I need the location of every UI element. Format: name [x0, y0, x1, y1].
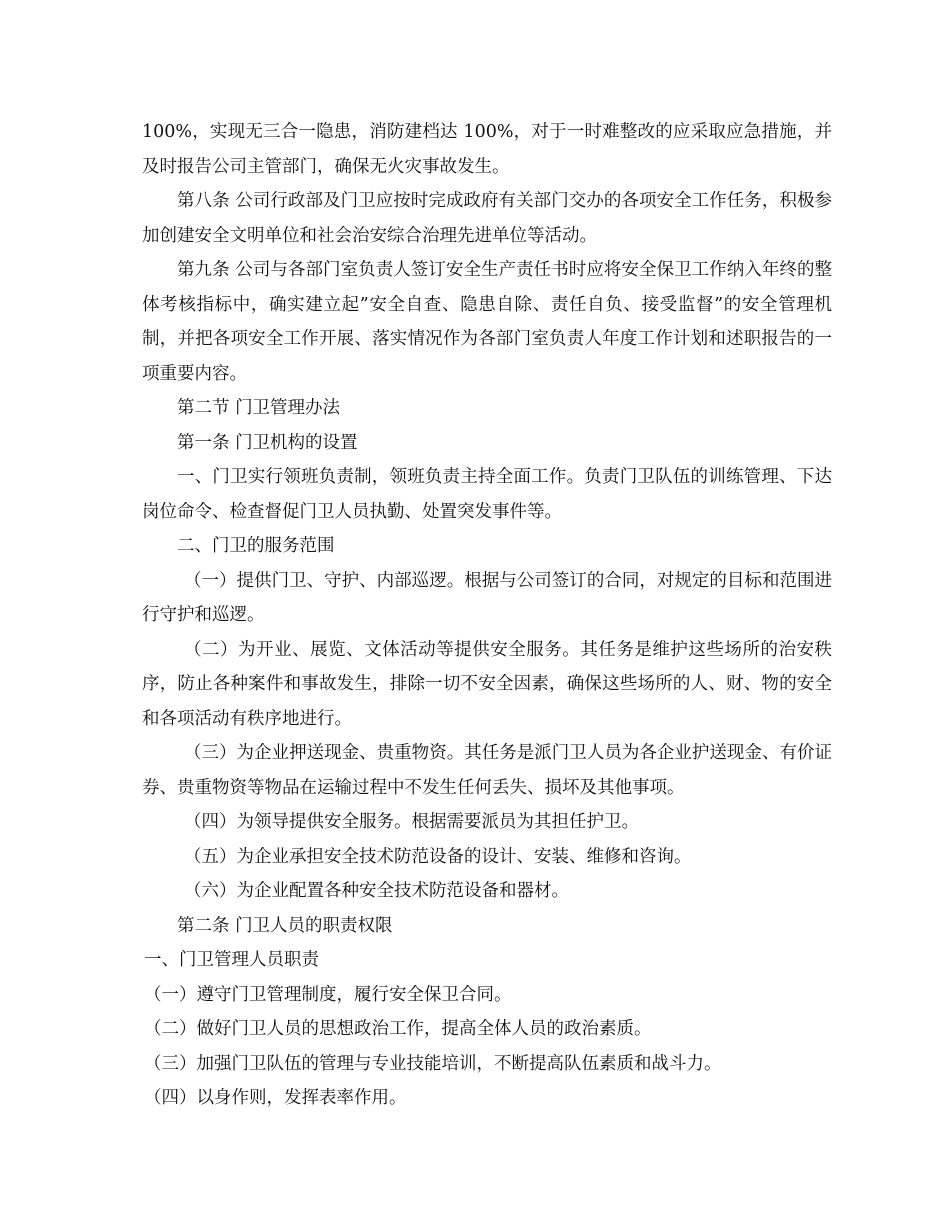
paragraph-article-9: 第九条 公司与各部门室负责人签订安全生产责任书时应将安全保卫工作纳入年终的整体考核指标中，确实建立起”安全自查、隐患自除、责任自负、接受监督”的安全管理机制，并把各项安全工作开展、落实情况作为各部门室负责人年度工作计划和述职报告的一项重要内容。 [142, 260, 832, 384]
article-heading-1: 第一条 门卫机构的设置 [177, 432, 358, 453]
article-heading-2: 第二条 门卫人员的职责权限 [177, 915, 393, 936]
paragraph-article-8: 第八条 公司行政部及门卫应按时完成政府有关部门交办的各项安全工作任务，积极参加创建安全文明单位和社会治安综合治理先进单位等活动。 [142, 191, 832, 246]
paragraph-duties-heading: 一、门卫管理人员职责 [144, 950, 319, 970]
paragraph-subitem-6: （六）为企业配置各种安全技术防范设备和器材。 [184, 881, 569, 901]
paragraph-fire-safety-continued: 100%，实现无三合一隐患，消防建档达 100%，对于一时难整改的应采取应急措施，并及时报告公司主管部门，确保无火灾事故发生。 [142, 122, 832, 177]
paragraph-duty-4: （四）以身作则，发挥表率作用。 [144, 1088, 407, 1108]
paragraph-item-1: 一、门卫实行领班负责制，领班负责主持全面工作。负责门卫队伍的训练管理、下达岗位命令、检查督促门卫人员执勤、处置突发事件等。 [142, 467, 832, 522]
paragraph-subitem-1: （一）提供门卫、守护、内部巡逻。根据与公司签订的合同，对规定的目标和范围进行守护和巡逻。 [142, 570, 832, 625]
section-heading-2: 第二节 门卫管理办法 [177, 398, 341, 418]
paragraph-item-2-heading: 二、门卫的服务范围 [177, 536, 335, 556]
document-body [142, 115, 832, 1116]
paragraph-duty-3: （三）加强门卫队伍的管理与专业技能培训，不断提高队伍素质和战斗力。 [144, 1053, 722, 1074]
paragraph-duty-2: （二）做好门卫人员的思想政治工作，提高全体人员的政治素质。 [144, 1019, 652, 1039]
paragraph-subitem-4: （四）为领导提供安全服务。根据需要派员为其担任护卫。 [184, 812, 639, 832]
paragraph-subitem-3: （三）为企业押送现金、贵重物资。其任务是派门卫人员为各企业护送现金、有价证券、贵重物资等物品在运输过程中不发生任何丢失、损坏及其他事项。 [142, 743, 832, 798]
paragraph-subitem-2: （二）为开业、展览、文体活动等提供安全服务。其任务是维护这些场所的治安秩序，防止各种案件和事故发生，排除一切不安全因素，确保这些场所的人、财、物的安全和各项活动有秩序地进行。 [142, 639, 832, 729]
paragraph-duty-1: （一）遵守门卫管理制度，履行安全保卫合同。 [144, 984, 512, 1005]
paragraph-subitem-5: （五）为企业承担安全技术防范设备的设计、安装、维修和咨询。 [184, 846, 692, 867]
